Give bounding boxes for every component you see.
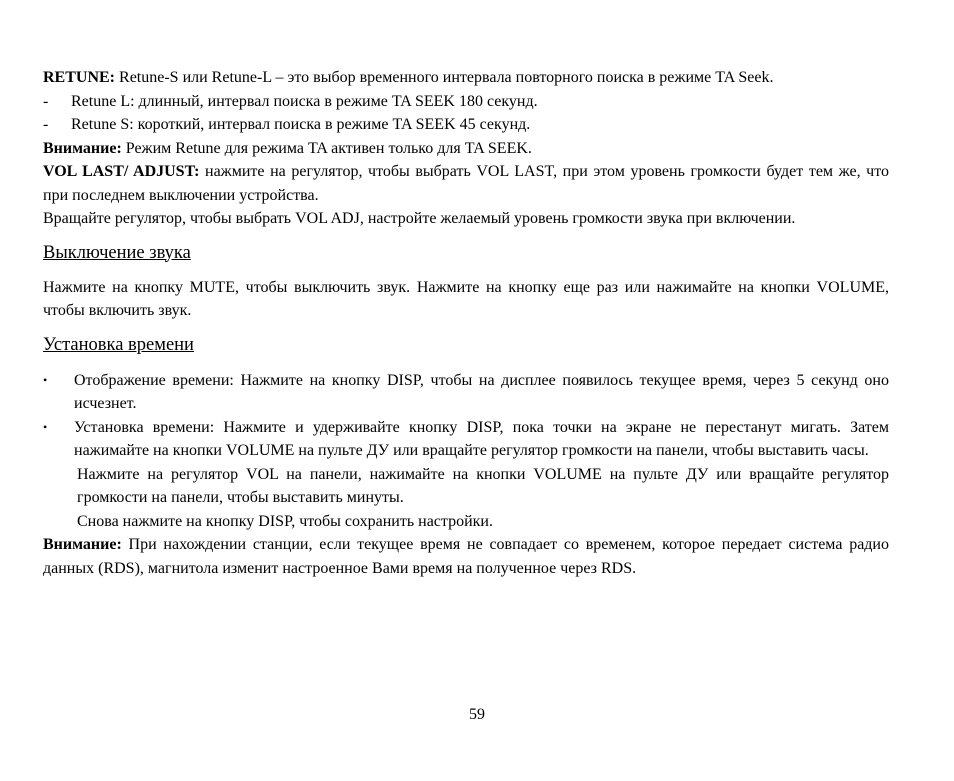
dash-marker: - — [43, 92, 49, 110]
page-number: 59 — [469, 706, 485, 723]
retune-item-short: Retune S: короткий, интервал поиска в режиме TA SEEK 45 секунд. — [71, 116, 531, 133]
mute-paragraph: Нажмите на кнопку MUTE, чтобы выключить звук. Нажмите на кнопку еще раз или нажимайте на кнопки VOLUME, чтобы включить звук. — [43, 278, 889, 319]
vol-adj-paragraph: Вращайте регулятор, чтобы выбрать VOL ADJ, настройте желаемый уровень громкости звука при включении. — [43, 210, 796, 227]
note-label: Внимание: — [43, 139, 122, 157]
section-heading-time: Установка времени — [43, 334, 194, 355]
retune-label: RETUNE: — [43, 69, 116, 86]
retune-note — [43, 137, 889, 161]
retune-item-long: Retune L: длинный, интервал поиска в режиме TA SEEK 180 секунд. — [71, 92, 538, 110]
vol-label: VOL LAST/ ADJUST: — [43, 163, 200, 180]
time-set-text: Установка времени: Нажмите и удерживайте кнопку DISP, пока точки на экране не перестанут мигать. Затем нажимайте на кнопки VOLUME на пульте ДУ или вращайте регулятор громкости на панели, чтобы выставить часы. — [74, 418, 889, 459]
list-item — [43, 90, 889, 114]
retune-text: Retune-S или Retune-L – это выбор временного интервала повторного поиска в режиме TA Seek. — [115, 69, 774, 86]
bullet-marker: • — [43, 372, 48, 387]
list-item — [43, 113, 889, 137]
retune-paragraph — [43, 66, 889, 90]
bullet-marker: • — [43, 419, 48, 434]
time-note — [43, 533, 889, 580]
list-item — [43, 369, 889, 416]
list-item — [43, 416, 889, 463]
save-paragraph: Снова нажмите на кнопку DISP, чтобы сохранить настройки. — [77, 512, 493, 530]
note-label: Внимание: — [43, 536, 122, 553]
vol-paragraph — [43, 160, 889, 207]
note-text: Режим Retune для режима TA активен только для TA SEEK. — [121, 139, 532, 157]
section-heading-mute: Выключение звука — [43, 242, 191, 263]
time-display-text: Отображение времени: Нажмите на кнопку DISP, чтобы на дисплее появилось текущее время, через 5 секунд оно исчезнет. — [74, 371, 889, 412]
minutes-paragraph: Нажмите на регулятор VOL на панели, нажимайте на кнопки VOLUME на пульте ДУ или вращайте регулятор громкости на панели, чтобы выставить минуты. — [77, 465, 889, 506]
document-page — [43, 66, 889, 580]
note-text: При нахождении станции, если текущее время не совпадает со временем, которое передает система радио данных (RDS), магнитола изменит настроенное Вами время на полученное через RDS. — [43, 536, 889, 577]
dash-marker: - — [43, 116, 49, 133]
vol-text: нажмите на регулятор, чтобы выбрать VOL LAST, при этом уровень громкости будет тем же, что при последнем выключении устройства. — [43, 163, 890, 204]
